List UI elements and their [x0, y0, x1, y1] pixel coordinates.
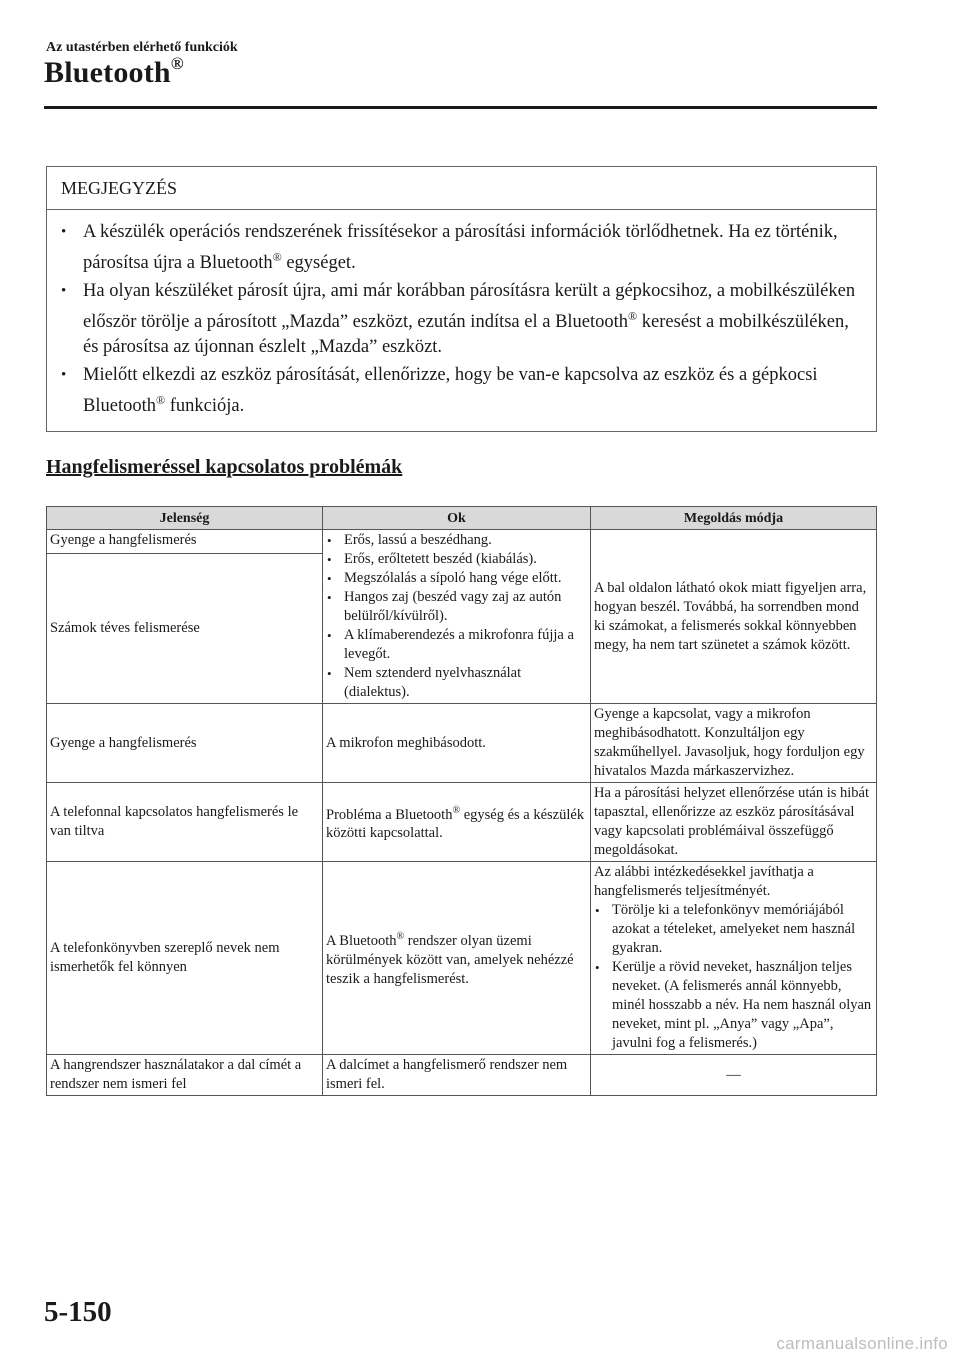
solution-cell: Gyenge a kapcsolat, vagy a mikrofon meghibásodhatott. Konzultáljon egy szakműhellyel. Javasoljuk, hogy forduljon egy hivatalos Mazda márkaszervizhez.	[591, 704, 877, 783]
cause-cell: A mikrofon meghibásodott.	[323, 704, 591, 783]
page-title	[44, 56, 184, 90]
registered-mark: ®	[272, 250, 282, 264]
table-row	[47, 862, 877, 1055]
page-number: 5-150	[44, 1296, 112, 1328]
bullet-icon: •	[327, 628, 332, 643]
list-item	[326, 550, 587, 569]
column-header-solution: Megoldás módja	[591, 507, 877, 530]
list-item	[326, 569, 587, 588]
column-header-cause: Ok	[323, 507, 591, 530]
bullet-icon: •	[595, 903, 600, 918]
note-text: Mielőtt elkezdi az eszköz párosítását, ellenőrizze, hogy be van-e kapcsolva az eszköz és a gépkocsi Bluetooth	[83, 365, 818, 417]
cause-text: Erős, erőltetett beszéd (kiabálás).	[344, 551, 537, 567]
cause-text: Megszólalás a sípoló hang vége előtt.	[344, 570, 562, 586]
symptom-cell: A telefonnal kapcsolatos hangfelismerés le van tiltva	[47, 783, 323, 862]
symptom-cell: A telefonkönyvben szereplő nevek nem ismerhetők fel könnyen	[47, 862, 323, 1055]
solution-text: Törölje ki a telefonkönyv memóriájából azokat a tételeket, amelyeket nem használ gyakran.	[612, 902, 856, 956]
list-item	[326, 531, 587, 550]
cause-text: egység és a készülék közötti kapcsolattal.	[326, 806, 585, 842]
note-item	[61, 220, 864, 276]
title-divider	[44, 106, 877, 109]
troubleshooting-table	[46, 506, 877, 1096]
solution-cell	[591, 862, 877, 1055]
registered-mark: ®	[170, 54, 184, 73]
registered-mark: ®	[155, 393, 166, 408]
list-item	[326, 588, 587, 626]
table-header-row	[47, 507, 877, 530]
solution-cell: Ha a párosítási helyzet ellenőrzése után is hibát tapasztal, ellenőrizze az eszköz párosításával vagy kapcsolati problémáival összefüggő megoldásokat.	[591, 783, 877, 862]
cause-text: Erős, lassú a beszédhang.	[344, 532, 492, 548]
symptom-cell: A hangrendszer használatakor a dal címét a rendszer nem ismeri fel	[47, 1055, 323, 1096]
cause-text: A Bluetooth	[326, 932, 397, 949]
solution-intro: Az alábbi intézkedésekkel javíthatja a hangfelismerés teljesítményét.	[594, 864, 814, 899]
list-item	[594, 958, 873, 1053]
symptom-cell: Gyenge a hangfelismerés	[47, 530, 323, 554]
solution-text: Kerülje a rövid neveket, használjon teljes neveket. (A felismerés annál könnyebb, minél hosszabb a név. Ha nem használ olyan neveket, mint pl. „Anya” vagy „Apa”, javulni fog a felismerés.)	[612, 959, 872, 1051]
cause-text: Hangos zaj (beszéd vagy zaj az autón belülről/kívülről).	[344, 589, 562, 624]
solution-cell: —	[591, 1055, 877, 1096]
page-title-text: Bluetooth	[44, 56, 171, 89]
section-heading: Hangfelismeréssel kapcsolatos problémák	[46, 456, 403, 478]
note-text: Ha olyan készüléket párosít újra, ami már korábban párosításra került a gépkocsihoz, a mobilkészüléken először törölje a párosított „Mazda” eszközt, ezután indítsa el a Bluetooth	[83, 281, 856, 333]
symptom-cell: Gyenge a hangfelismerés	[47, 704, 323, 783]
registered-mark: ®	[628, 309, 638, 324]
table-row	[47, 530, 877, 554]
note-text: A készülék operációs rendszerének frissítésekor a párosítási információk törlődhetnek. Ha ez történik, párosítsa újra a Bluetooth	[83, 222, 838, 274]
cause-list	[326, 531, 587, 702]
registered-mark: ®	[452, 804, 461, 816]
cause-cell	[323, 530, 591, 704]
bullet-icon: •	[61, 283, 67, 300]
cause-text: Nem sztenderd nyelvhasználat (dialektus).	[344, 665, 522, 700]
bullet-icon: •	[61, 224, 67, 240]
note-item	[61, 279, 864, 360]
table-row	[47, 704, 877, 783]
solution-list	[594, 901, 873, 1053]
note-text: egységet.	[281, 253, 356, 274]
registered-mark: ®	[396, 931, 405, 943]
table-row	[47, 1055, 877, 1096]
cause-cell: A dalcímet a hangfelismerő rendszer nem ismeri fel.	[323, 1055, 591, 1096]
cause-cell	[323, 862, 591, 1055]
solution-cell: A bal oldalon látható okok miatt figyeljen arra, hogyan beszél. Továbbá, ha sorrendben mond ki számokat, a felismerés sokkal könnyebben megy, ha nem tart szünetet a számok között.	[591, 530, 877, 704]
list-item	[594, 901, 873, 958]
cause-text: A klímaberendezés a mikrofonra fújja a levegőt.	[344, 627, 574, 662]
watermark: carmanualsonline.info	[776, 1334, 948, 1353]
section-label: Az utastérben elérhető funkciók	[46, 40, 238, 55]
note-text: keresést a mobilkészüléken, és párosítsa az újonnan észlelt „Mazda” eszközt.	[83, 312, 849, 358]
cause-text: Probléma a Bluetooth	[326, 806, 453, 823]
cause-text: rendszer olyan üzemi körülmények között van, amelyek nehézzé teszik a hangfelismerést.	[326, 932, 574, 987]
bullet-icon: •	[327, 590, 332, 605]
bullet-icon: •	[595, 960, 600, 975]
bullet-icon: •	[327, 571, 332, 586]
note-box	[46, 166, 877, 432]
list-item	[326, 664, 587, 702]
note-text: funkciója.	[165, 396, 245, 417]
symptom-cell: Számok téves felismerése	[47, 554, 323, 704]
note-list	[47, 210, 876, 419]
note-item	[61, 363, 864, 419]
bullet-icon: •	[327, 666, 332, 681]
bullet-icon: •	[327, 552, 332, 567]
cause-cell	[323, 783, 591, 862]
column-header-symptom: Jelenség	[47, 507, 323, 530]
note-heading: MEGJEGYZÉS	[47, 167, 876, 210]
bullet-icon: •	[61, 367, 67, 384]
list-item	[326, 626, 587, 664]
bullet-icon: •	[327, 533, 332, 548]
table-row	[47, 783, 877, 862]
